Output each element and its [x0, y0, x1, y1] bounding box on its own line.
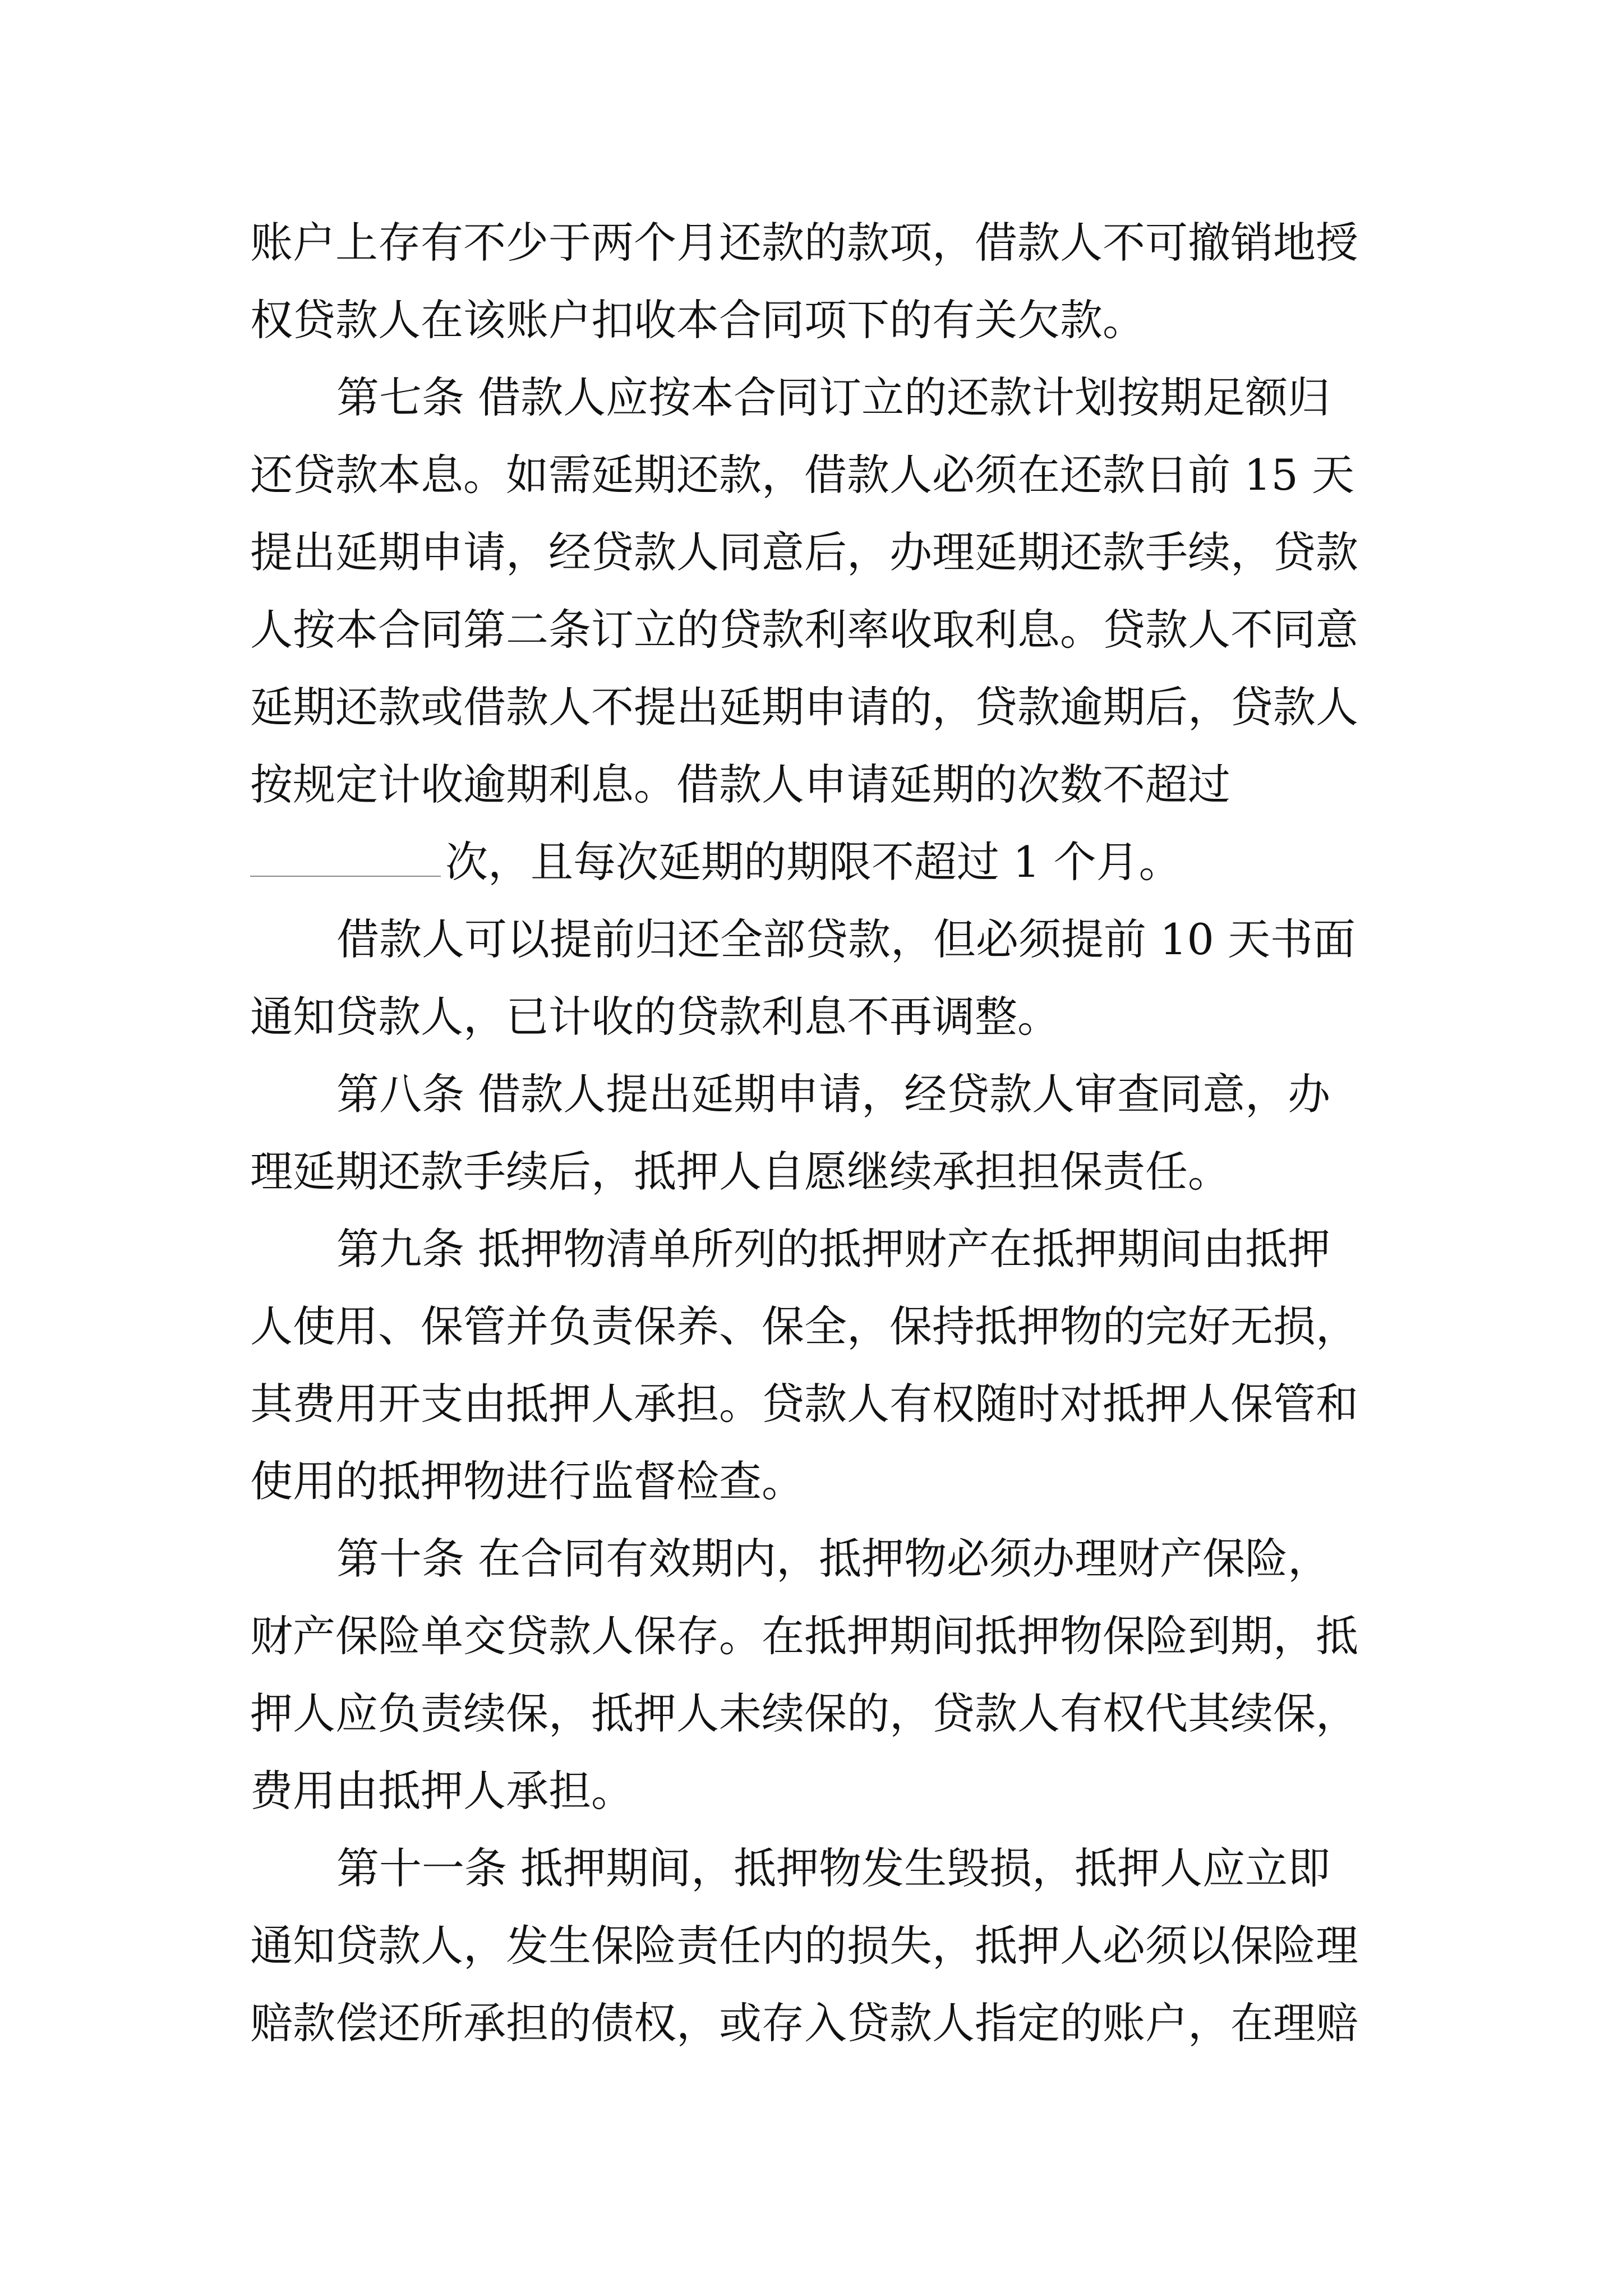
- text-line: 第七条 借款人应按本合同订立的还款计划按期足额归: [336, 372, 1331, 422]
- text-line: 理延期还款手续后，抵押人自愿继续承担担保责任。: [250, 1147, 1230, 1197]
- text-line: 赔款偿还所承担的债权，或存入贷款人指定的账户，在理赔: [250, 1998, 1358, 2048]
- text-line: 还贷款本息。如需延期还款，借款人必须在还款日前 15 天: [250, 450, 1355, 500]
- text-line: 第九条 抵押物清单所列的抵押财产在抵押期间由抵押: [336, 1224, 1331, 1274]
- text-line: 使用的抵押物进行监督检查。: [250, 1456, 804, 1506]
- text-line: 延期还款或借款人不提出延期申请的，贷款逾期后，贷款人: [250, 682, 1358, 732]
- text-line: 第八条 借款人提出延期申请，经贷款人审查同意，办: [336, 1069, 1331, 1119]
- text-line: 第十一条 抵押期间，抵押物发生毁损，抵押人应立即: [336, 1843, 1331, 1893]
- text-line: 借款人可以提前归还全部贷款，但必须提前 10 天书面: [336, 914, 1356, 964]
- text-line: 权贷款人在该账户扣收本合同项下的有关欠款。: [250, 295, 1145, 345]
- text-line: 财产保险单交贷款人保存。在抵押期间抵押物保险到期，抵: [250, 1611, 1358, 1661]
- text-line: 次，且每次延期的期限不超过 1 个月。: [445, 837, 1182, 887]
- fill-in-blank[interactable]: [250, 836, 441, 877]
- text-line-with-blank: [250, 831, 1372, 893]
- text-line: 通知贷款人，发生保险责任内的损失，抵押人必须以保险理: [250, 1921, 1358, 1971]
- text-line: 提出延期申请，经贷款人同意后，办理延期还款手续，贷款: [250, 527, 1358, 577]
- text-line: 按规定计收逾期利息。借款人申请延期的次数不超过: [250, 760, 1230, 809]
- text-line: 账户上存有不少于两个月还款的款项，借款人不可撤销地授: [250, 218, 1358, 268]
- text-line: 人使用、保管并负责保养、保全，保持抵押物的完好无损，: [250, 1301, 1358, 1351]
- text-line: 人按本合同第二条订立的贷款利率收取利息。贷款人不同意: [250, 605, 1358, 655]
- text-line: 押人应负责续保，抵押人未续保的，贷款人有权代其续保，: [250, 1688, 1358, 1738]
- text-line: 其费用开支由抵押人承担。贷款人有权随时对抵押人保管和: [250, 1379, 1358, 1429]
- text-line: 第十条 在合同有效期内，抵押物必须办理财产保险，: [336, 1534, 1331, 1584]
- text-line: 通知贷款人，已计收的贷款利息不再调整。: [250, 992, 1060, 1042]
- text-line: 费用由抵押人承担。: [250, 1766, 634, 1816]
